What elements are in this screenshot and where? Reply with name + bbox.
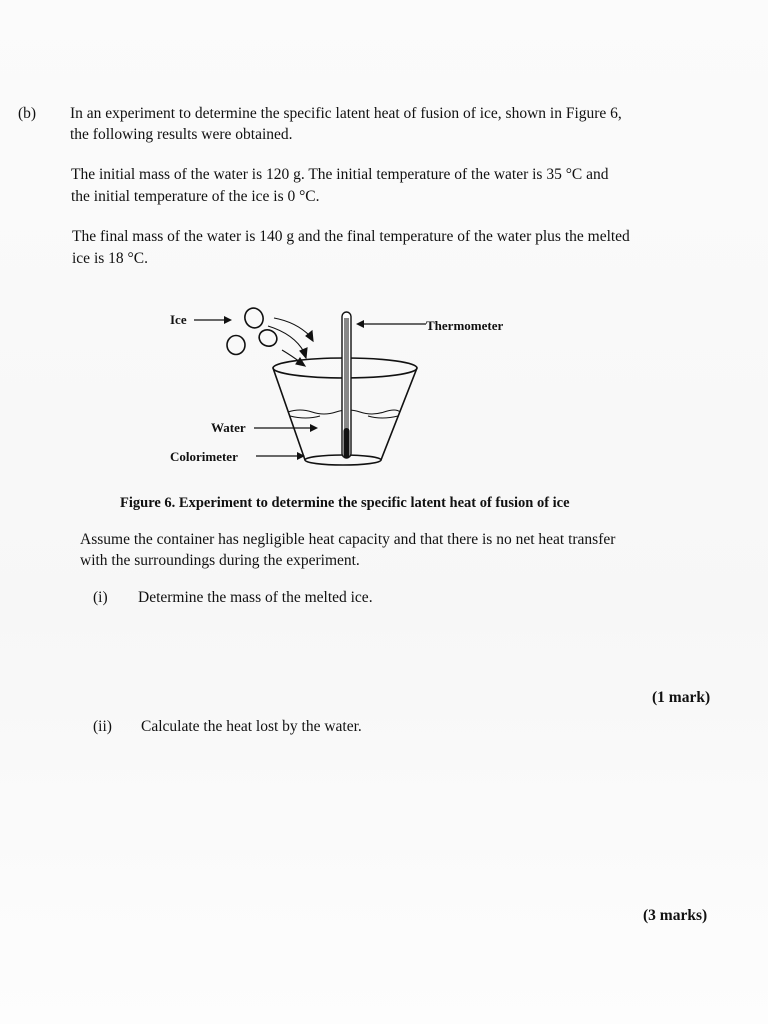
thermometer-label: Thermometer — [426, 318, 504, 333]
intro-line-2: the following results were obtained. — [70, 126, 293, 143]
ice-arrow — [194, 316, 232, 324]
ice-cube — [242, 306, 266, 331]
part-i-marks: (1 mark) — [652, 689, 711, 706]
part-i-label: (i) — [93, 589, 108, 606]
part-ii-marks: (3 marks) — [643, 907, 708, 924]
water-label: Water — [211, 420, 246, 435]
part-ii-label: (ii) — [93, 718, 112, 735]
figure-caption: Figure 6. Experiment to determine the specific latent heat of fusion of ice — [120, 495, 570, 511]
colorimeter-label: Colorimeter — [170, 449, 238, 464]
part-ii-question: Calculate the heat lost by the water. — [141, 718, 362, 735]
ice-cubes — [227, 306, 280, 355]
intro-line-1: In an experiment to determine the specific latent heat of fusion of ice, shown in Figure 6, — [70, 105, 622, 122]
ice-label: Ice — [170, 312, 187, 327]
ice-cube — [227, 336, 245, 355]
assumption-line-1: Assume the container has negligible heat capacity and that there is no net heat transfer — [80, 531, 616, 548]
question-label: (b) — [18, 105, 37, 122]
initial-conditions-line-2: the initial temperature of the ice is 0 °C. — [71, 188, 320, 205]
final-conditions-line-2: ice is 18 °C. — [72, 250, 148, 267]
thermometer-arrow — [356, 320, 426, 328]
colorimeter-arrow — [256, 452, 305, 460]
thermometer — [342, 312, 351, 458]
initial-conditions-line-1: The initial mass of the water is 120 g. The initial temperature of the water is 35 °C and — [71, 166, 609, 183]
assumption-line-2: with the surroundings during the experiment. — [80, 552, 360, 569]
part-i-question: Determine the mass of the melted ice. — [138, 589, 373, 606]
water-arrow — [254, 424, 318, 432]
final-conditions-line-1: The final mass of the water is 140 g and the final temperature of the water plus the melted — [72, 228, 630, 245]
ice-cube — [256, 327, 279, 349]
